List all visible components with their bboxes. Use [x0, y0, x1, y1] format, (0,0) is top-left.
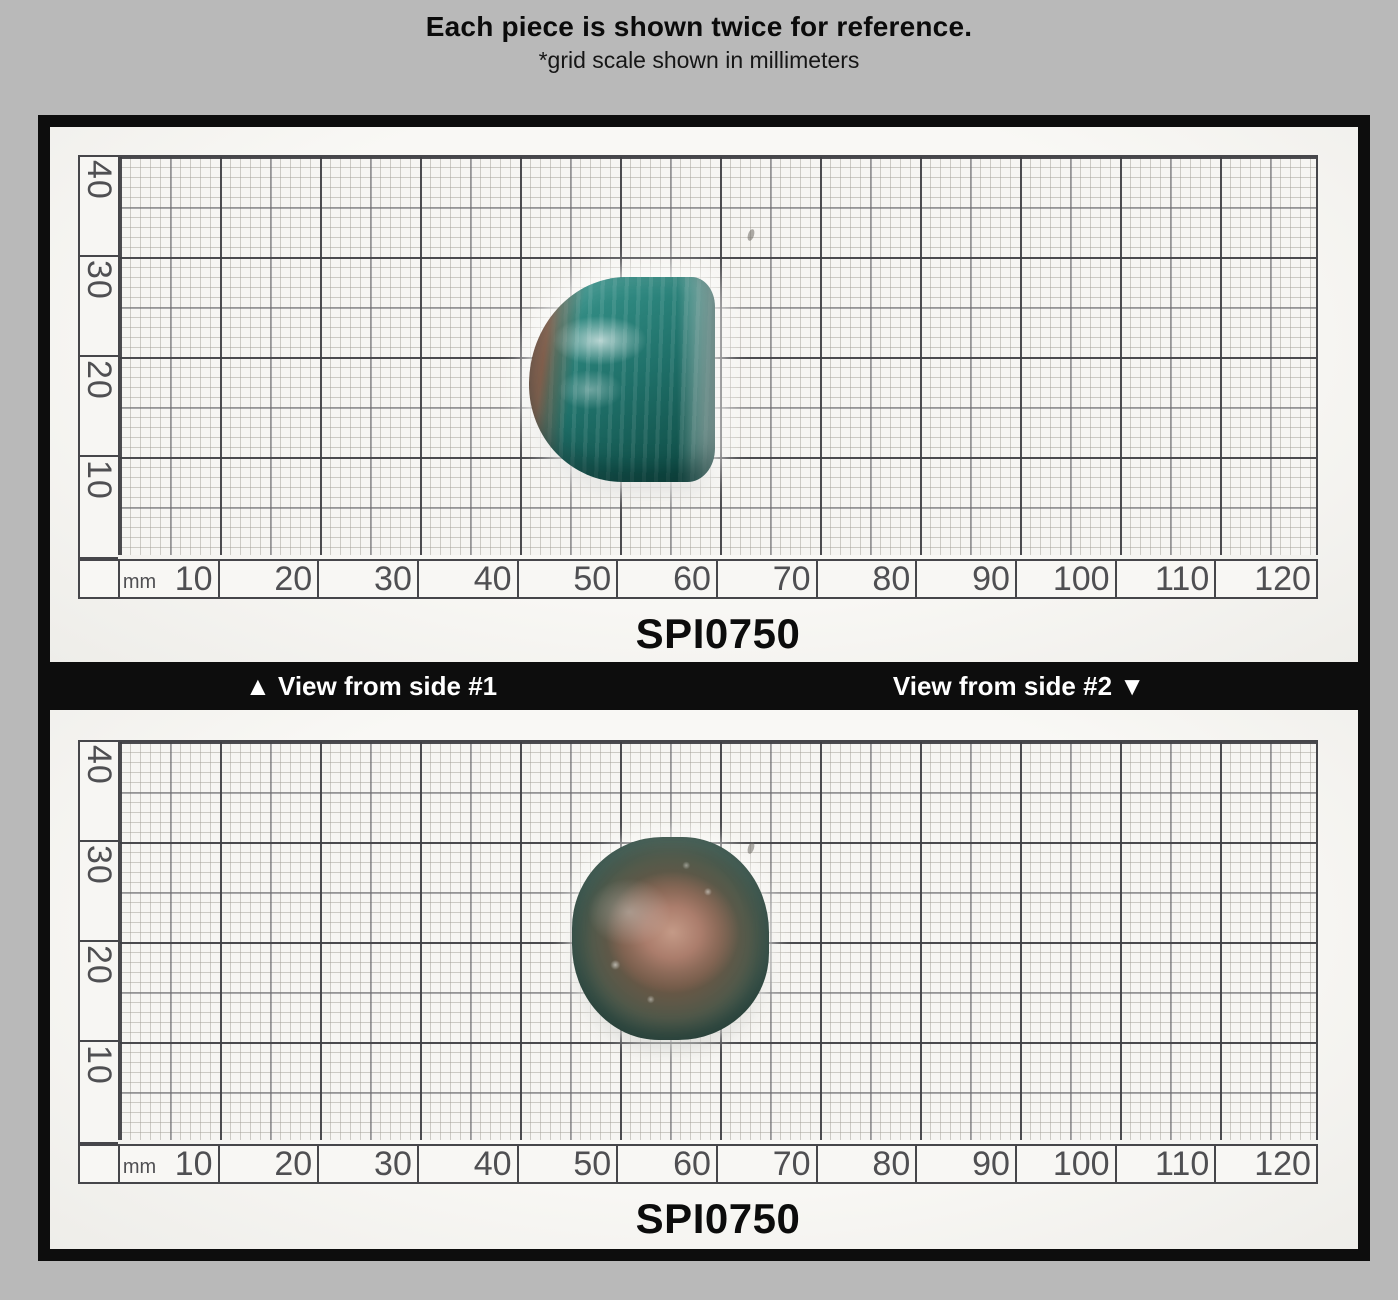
ruler-tick-label: 60	[673, 560, 711, 598]
ruler-cell	[917, 561, 1017, 597]
millimeter-grid	[118, 740, 1318, 1140]
millimeter-grid	[118, 155, 1318, 555]
photo-frame	[38, 115, 1370, 1261]
ruler-tick-label: 120	[1254, 560, 1311, 598]
ruler-cell	[80, 1042, 118, 1142]
ruler-tick-label: 110	[1155, 560, 1210, 598]
ruler-tick-label: 70	[772, 1145, 811, 1183]
ruler-cell	[419, 561, 519, 597]
ruler-tick-label: 10	[174, 1145, 213, 1183]
ruler-tick-label: 30	[80, 260, 118, 300]
horizontal-ruler	[78, 559, 1318, 599]
ruler-cell	[1017, 1146, 1117, 1182]
photo-panel-side2	[50, 710, 1358, 1249]
ruler-cell	[419, 1146, 519, 1182]
ruler-cell	[519, 561, 619, 597]
ruler-tick-label: 80	[872, 1145, 911, 1183]
ruler-cell	[618, 1146, 718, 1182]
ruler-tick-label: 30	[80, 845, 118, 885]
ruler-tick-label: 30	[374, 560, 412, 598]
ruler-tick-label: 40	[80, 160, 118, 200]
ruler-cell	[319, 1146, 419, 1182]
ruler-tick-label: 50	[573, 1145, 612, 1183]
horizontal-ruler	[78, 1144, 1318, 1184]
ruler-tick-label: 90	[972, 1145, 1010, 1183]
ruler-tick-label: 50	[573, 560, 612, 598]
ruler-cell	[1216, 561, 1316, 597]
ruler-tick-label: 120	[1254, 1145, 1311, 1183]
ruler-tick-label: 90	[972, 560, 1010, 598]
ruler-cell	[80, 457, 118, 557]
ruler-tick-label: 70	[772, 560, 811, 598]
ruler-cell	[1117, 1146, 1217, 1182]
ruler-cell	[718, 1146, 818, 1182]
ruler-cell	[618, 561, 718, 597]
ruler-tick-label: 60	[673, 1145, 711, 1183]
ruler-tick-label: 100	[1052, 1145, 1110, 1183]
ruler-tick-label: 20	[274, 560, 313, 598]
divider-right-label: View from side #2 ▼	[892, 670, 1145, 701]
ruler-cell	[220, 1146, 320, 1182]
ruler-cell	[1216, 1146, 1316, 1182]
ruler-cell	[1017, 561, 1117, 597]
ruler-cell	[80, 842, 118, 942]
grid-paper-side2	[78, 740, 1318, 1184]
ruler-tick-label: 20	[274, 1145, 313, 1183]
item-code-side2: SPI0750	[635, 1195, 801, 1242]
ruler-cell	[319, 561, 419, 597]
page-title: Each piece is shown twice for reference.	[425, 11, 973, 42]
divider-bar	[50, 662, 1358, 710]
page-header	[0, 0, 1398, 115]
ruler-tick-label: 20	[80, 360, 118, 400]
ruler-tick-label: 10	[80, 460, 118, 500]
ruler-cell	[818, 561, 918, 597]
dust-speck	[746, 841, 755, 854]
ruler-tick-label: 40	[80, 745, 118, 785]
page-subtitle: *grid scale shown in millimeters	[538, 47, 860, 73]
ruler-cell	[80, 942, 118, 1042]
ruler-tick-label: 100	[1052, 560, 1110, 598]
ruler-cell	[120, 561, 220, 597]
ruler-cell	[120, 1146, 220, 1182]
ruler-tick-label: 40	[473, 560, 512, 598]
ruler-cell	[519, 1146, 619, 1182]
ruler-cell	[718, 561, 818, 597]
grid-paper-side1	[78, 155, 1318, 599]
item-code-side1: SPI0750	[635, 610, 801, 657]
ruler-corner-cell	[80, 1146, 120, 1182]
ruler-tick-label: 30	[374, 1145, 412, 1183]
ruler-corner-cell	[80, 561, 120, 597]
ruler-tick-label: 20	[80, 945, 118, 985]
ruler-tick-label: 10	[174, 560, 213, 598]
ruler-tick-label: 110	[1155, 1145, 1210, 1183]
glass-piece-side1	[529, 277, 715, 482]
ruler-tick-label: 10	[80, 1045, 118, 1085]
ruler-cell	[818, 1146, 918, 1182]
ruler-cell	[80, 357, 118, 457]
photo-panel-side1	[50, 127, 1358, 662]
ruler-cell	[1117, 561, 1217, 597]
ruler-cell	[220, 561, 320, 597]
ruler-tick-label: 80	[872, 560, 911, 598]
divider-left-label: ▲ View from side #1	[245, 670, 498, 701]
ruler-cell	[80, 742, 118, 842]
ruler-cell	[80, 157, 118, 257]
vertical-ruler	[78, 740, 118, 1144]
vertical-ruler	[78, 155, 118, 559]
ruler-unit-label: mm	[122, 1156, 157, 1178]
ruler-tick-label: 40	[473, 1145, 512, 1183]
dust-speck	[746, 228, 755, 241]
glass-piece-side2	[572, 837, 769, 1040]
ruler-cell	[917, 1146, 1017, 1182]
ruler-unit-label: mm	[122, 571, 157, 593]
ruler-cell	[80, 257, 118, 357]
